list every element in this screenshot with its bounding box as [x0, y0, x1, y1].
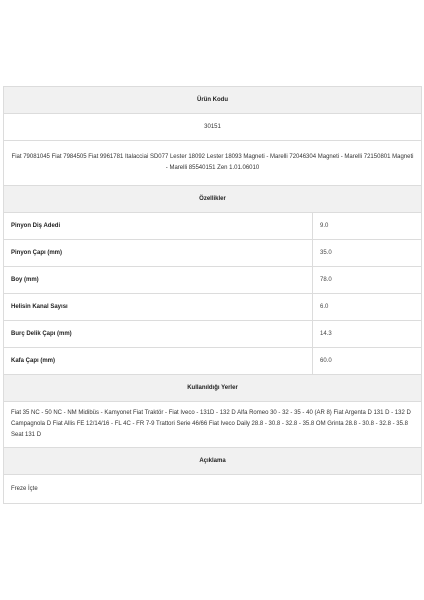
- spec-table: [3, 86, 422, 504]
- feature-row: [4, 348, 422, 375]
- cross-reference-text: Fiat 79081045 Fiat 7984505 Fiat 9961781 Italacciai SD077 Lester 18092 Lester 18093 Magneti - Marelli 72046304 Magneti - Marelli 72150801 Magneti - Marelli 85540151 Zen 1.01.06010: [4, 141, 422, 186]
- product-code-header: Ürün Kodu: [4, 87, 422, 114]
- feature-value: 14.3: [313, 321, 422, 348]
- description-row: [4, 475, 422, 504]
- description-header-row: [4, 448, 422, 475]
- feature-label: Boy (mm): [4, 267, 313, 294]
- feature-label: Burç Delik Çapı (mm): [4, 321, 313, 348]
- feature-label: Helisin Kanal Sayısı: [4, 294, 313, 321]
- product-code-value: 30151: [4, 114, 422, 141]
- product-code-header-row: [4, 87, 422, 114]
- description-text: Freze İçte: [4, 475, 422, 504]
- usage-header-row: [4, 375, 422, 402]
- feature-value: 6.0: [313, 294, 422, 321]
- usage-header: Kullanıldığı Yerler: [4, 375, 422, 402]
- description-header: Açıklama: [4, 448, 422, 475]
- feature-row: [4, 294, 422, 321]
- features-header-row: [4, 186, 422, 213]
- feature-row: [4, 267, 422, 294]
- cross-reference-row: [4, 141, 422, 186]
- feature-row: [4, 321, 422, 348]
- usage-text: Fiat 35 NC - 50 NC - NM Midibüs - Kamyonet Fiat Traktör - Fiat Iveco - 131D - 132 D Alfa Romeo 30 - 32 - 35 - 40 (AR 8) Fiat Argenta D 131 D - 132 D Campagnola D Fiat Allis FE 12/14/16 - FL 4C - FR 7-9 Trattori Serie 46/66 Fiat Iveco Daily 28.8 - 30.8 - 32.8 - 35.8 OM Grinta 28.8 - 30.8 - 32.8 - 35.8 Seat 131 D: [4, 402, 422, 448]
- feature-value: 35.0: [313, 240, 422, 267]
- feature-row: [4, 213, 422, 240]
- features-header: Özellikler: [4, 186, 422, 213]
- feature-value: 78.0: [313, 267, 422, 294]
- feature-label: Kafa Çapı (mm): [4, 348, 313, 375]
- product-code-row: [4, 114, 422, 141]
- feature-value: 9.0: [313, 213, 422, 240]
- feature-label: Pinyon Diş Adedi: [4, 213, 313, 240]
- usage-row: [4, 402, 422, 448]
- feature-value: 60.0: [313, 348, 422, 375]
- feature-label: Pinyon Çapı (mm): [4, 240, 313, 267]
- product-spec-sheet: [3, 86, 421, 504]
- feature-row: [4, 240, 422, 267]
